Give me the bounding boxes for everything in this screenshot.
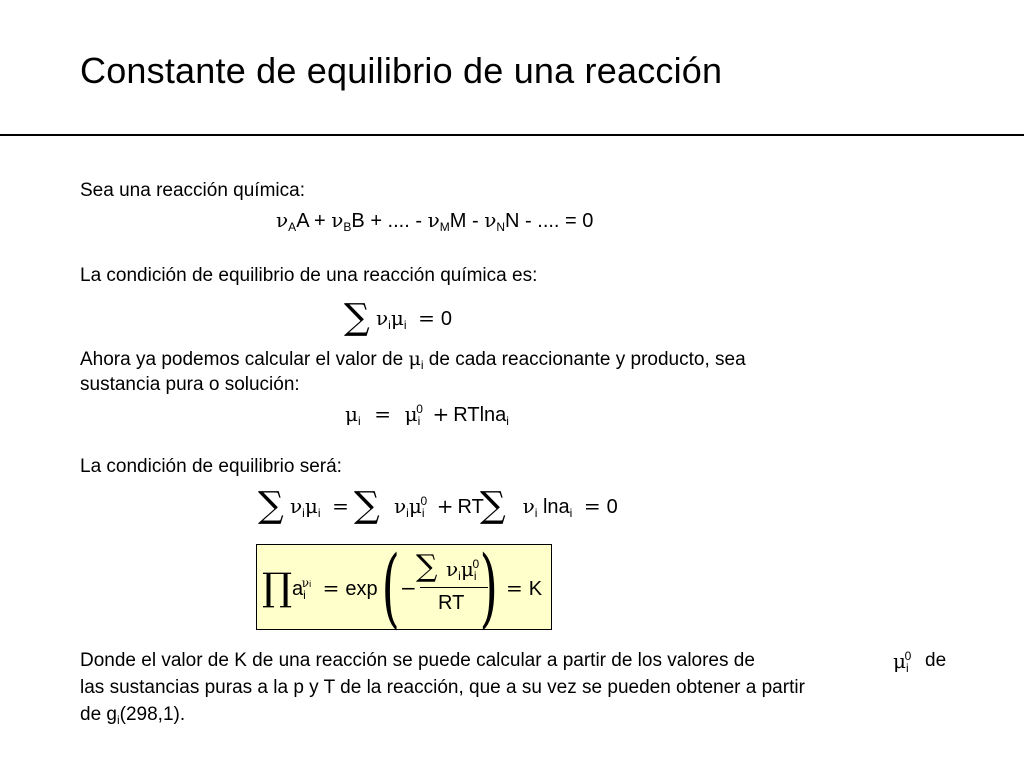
- text-equilibrium-will-be: La condición de equilibrio será:: [80, 456, 342, 477]
- sum-symbol: ∑: [258, 485, 284, 526]
- text-pure-or-solution: sustancia pura o solución:: [80, 374, 300, 395]
- text-g-298: de $g_i(298,1)$.: [80, 704, 186, 727]
- fraction-bar: [420, 587, 488, 588]
- text-calc-mu: Ahora ya podemos calcular el valor de $\mu_i$ de cada reaccionante y producto, sea: [80, 348, 746, 372]
- reaction-equation: $\nu_AA + \nu_BB$ + .... - $\nu_MM - \nu_NN$ - .... = 0: [276, 208, 594, 234]
- sum-symbol: ∑: [480, 485, 506, 526]
- text-intro-reaction: Sea una reacción química:: [80, 180, 305, 201]
- left-paren: (: [381, 538, 401, 638]
- fraction-denominator: RT: [438, 592, 465, 614]
- equation-sum-nu-mu: $\nu_i\mu_i = 0$: [376, 306, 452, 332]
- product-symbol: ∏: [262, 565, 293, 609]
- minus-sign: −: [400, 576, 417, 600]
- title-divider: [0, 134, 1024, 136]
- symbol-mu-i-zero: $\mu_i^0$: [893, 649, 912, 675]
- text-k-calculation: Donde el valor de K de una reacción se puede calcular a partir de los valores de: [80, 650, 755, 671]
- sum-symbol: ∑: [354, 485, 380, 526]
- text-pure-substances: las sustancias puras a la p y T de la reacción, que a su vez se pueden obtener a partir: [80, 677, 805, 698]
- right-paren: ): [479, 538, 499, 638]
- equation-activity-product: $a_i^{\nu i} = \exp$: [292, 576, 378, 602]
- equals-K: = K: [506, 576, 543, 600]
- sum-symbol: ∑: [416, 549, 438, 584]
- text-equilibrium-condition: La condición de equilibrio de una reacción química es:: [80, 265, 538, 286]
- slide-title: Constante de equilibrio de una reacción: [80, 50, 723, 91]
- equation-chemical-potential: $\mu_i = \mu_i^0 + RTlna_i$: [345, 402, 509, 428]
- sum-symbol: ∑: [344, 297, 370, 338]
- equation-equilibrium-expanded: $\nu_i\mu_i = \nu_i\mu_i^0$ + RT $\nu_i$ lna$_i$ = 0: [290, 494, 618, 520]
- fraction-numerator: $\nu_i\mu_i^0$: [446, 557, 480, 583]
- text-de: de: [925, 650, 947, 671]
